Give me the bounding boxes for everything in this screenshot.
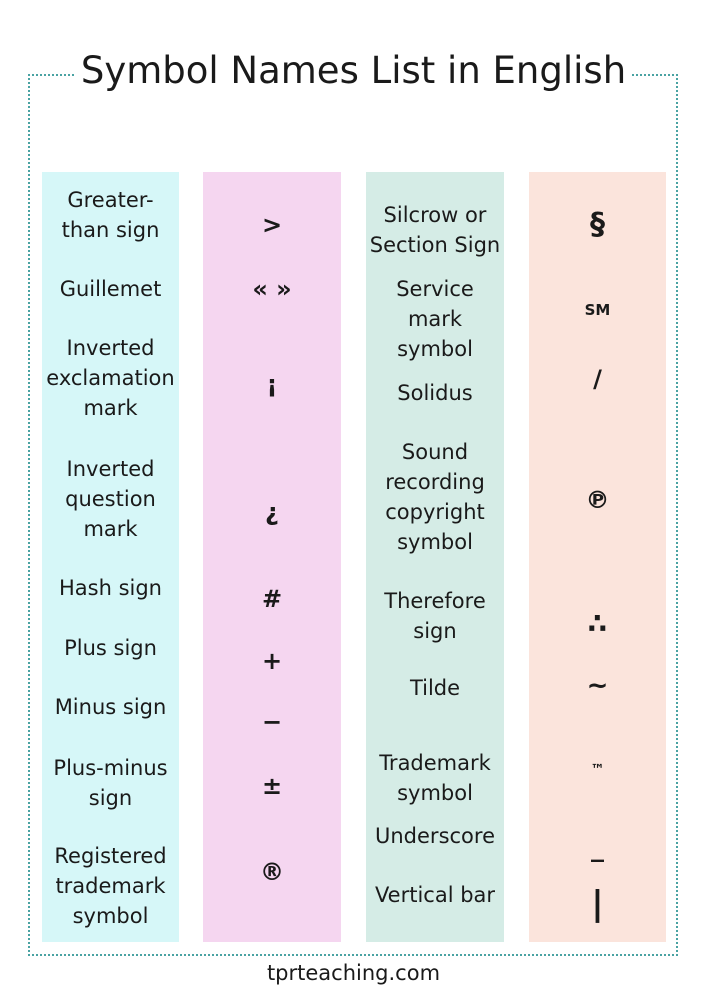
symbol-name-right-8: Underscore [375, 824, 495, 848]
symbol-glyph-right-2: SM [584, 301, 611, 319]
symbol-name-left-1: Greater- than sign [61, 188, 160, 242]
symbol-glyph-right-5: ∴ [587, 607, 608, 640]
symbol-name-left-9: Registered trademark symbol [54, 844, 167, 928]
symbol-name-right-6: Tilde [409, 676, 461, 700]
symbol-glyph-left-2: « » [252, 275, 292, 303]
symbol-name-left-7: Minus sign [54, 695, 167, 719]
column-right-names [366, 172, 504, 942]
symbol-glyph-right-8: _ [591, 833, 604, 863]
footer-website: tprteaching.com [266, 961, 441, 985]
symbol-glyph-right-6: ~ [586, 671, 609, 701]
symbol-glyph-right-1: § [590, 207, 605, 242]
symbol-name-right-1: Silcrow or Section Sign [369, 203, 501, 257]
symbol-name-left-8: Plus-minus sign [53, 756, 168, 810]
symbol-glyph-right-4: ℗ [585, 486, 610, 514]
symbol-name-right-2: Service mark symbol [396, 277, 474, 361]
symbol-glyph-right-7: ™ [590, 762, 605, 778]
symbol-name-left-5: Hash sign [58, 576, 162, 600]
symbol-glyph-left-8: ± [261, 772, 283, 800]
symbol-name-left-2: Guillemet [59, 277, 162, 301]
column-left-names [42, 172, 179, 942]
symbol-name-right-7: Trademark symbol [379, 751, 491, 805]
symbol-name-right-3: Solidus [397, 381, 473, 405]
symbol-name-right-4: Sound recording copyright symbol [385, 440, 485, 554]
column-right-symbols [529, 172, 666, 942]
symbol-name-left-3: Inverted exclamation mark [46, 336, 175, 420]
symbol-glyph-left-4: ¿ [265, 498, 279, 526]
symbol-name-right-9: Vertical bar [374, 883, 496, 907]
page-title: Symbol Names List in English [0, 48, 707, 94]
symbol-glyph-left-9: ® [260, 858, 284, 886]
symbol-name-right-5: Therefore sign [384, 589, 486, 643]
symbol-name-left-4: Inverted question mark [65, 457, 156, 541]
symbol-glyph-left-5: # [261, 585, 283, 613]
symbol-glyph-left-3: ¡ [266, 370, 278, 398]
symbol-glyph-left-6: + [261, 647, 283, 675]
symbol-glyph-right-9: | [591, 884, 604, 924]
column-left-symbols [203, 172, 341, 942]
symbol-glyph-left-1: > [261, 211, 283, 239]
symbol-name-left-6: Plus sign [64, 636, 157, 660]
symbol-glyph-left-7: − [261, 708, 283, 736]
symbol-glyph-right-3: / [593, 365, 602, 393]
